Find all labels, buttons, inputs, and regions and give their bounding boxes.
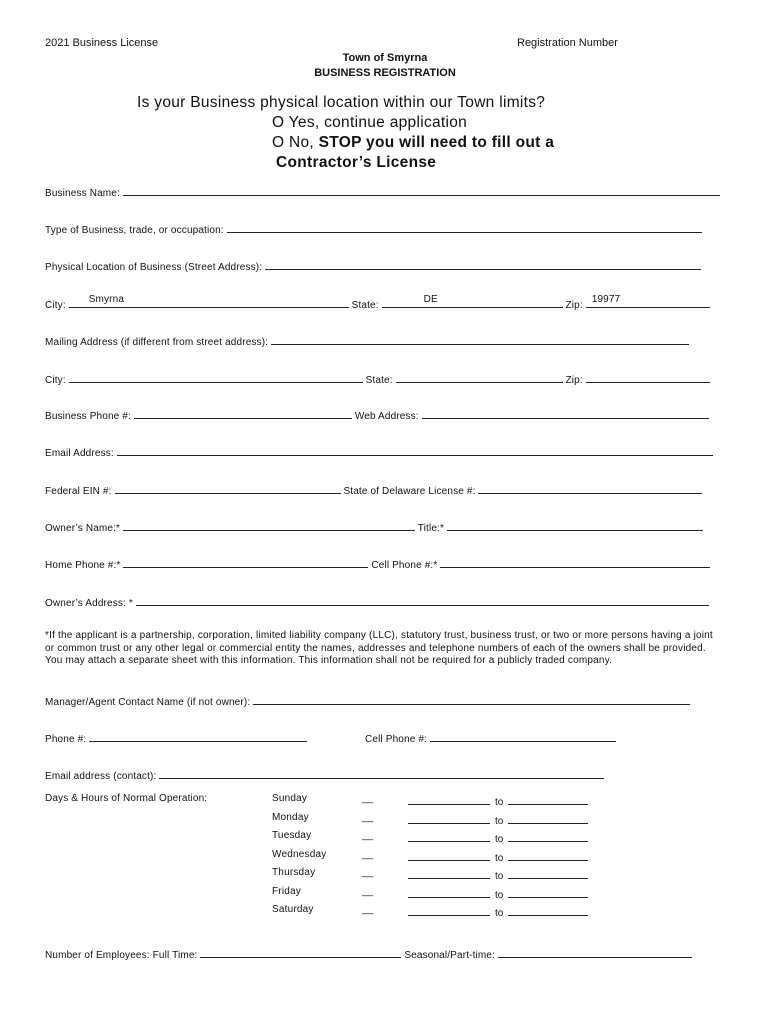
- registration-number-label: Registration Number: [517, 37, 618, 49]
- employees-seasonal-label: Seasonal/Part-time:: [404, 950, 496, 961]
- contact-email-label: Email address (contact):: [45, 771, 157, 782]
- contact-email-row: [45, 767, 604, 783]
- day-hours: [408, 886, 588, 901]
- to-label: to: [495, 852, 504, 864]
- day-label: Monday: [272, 811, 309, 823]
- owners-address-field[interactable]: [136, 594, 709, 606]
- to-label: to: [495, 834, 504, 845]
- day-label: Tuesday: [272, 830, 312, 841]
- manager-contact-row: [45, 693, 690, 709]
- day-hours: [408, 793, 588, 808]
- ein-row: [45, 482, 702, 498]
- day-label: Thursday: [272, 867, 316, 878]
- business-type-field[interactable]: [227, 221, 702, 233]
- close-time-field[interactable]: [508, 812, 588, 824]
- zip-field[interactable]: [586, 296, 710, 308]
- day-open-check[interactable]: __: [362, 811, 374, 823]
- close-time-field[interactable]: [508, 830, 588, 842]
- option-no[interactable]: [272, 134, 554, 152]
- owners-address-label: Owner’s Address: *: [45, 598, 133, 609]
- owners-name-field[interactable]: [123, 519, 415, 531]
- close-time-field[interactable]: [508, 849, 588, 861]
- contact-email-field[interactable]: [159, 767, 604, 779]
- home-phone-field[interactable]: [123, 556, 368, 568]
- physical-location-field[interactable]: [265, 258, 701, 270]
- mailing-address-label: Mailing Address (if different from street address):: [45, 337, 269, 348]
- mailing-city-label: City:: [45, 375, 66, 386]
- city-state-zip-row: [45, 296, 710, 312]
- web-address-label: Web Address:: [354, 411, 419, 422]
- business-name-row: [45, 184, 720, 200]
- manager-contact-field[interactable]: [253, 693, 690, 705]
- day-label: Wednesday: [272, 848, 327, 860]
- physical-location-row: [45, 258, 701, 274]
- business-type-label: Type of Business, trade, or occupation:: [45, 225, 224, 236]
- business-phone-row: [45, 407, 709, 423]
- home-phone-label: Home Phone #:*: [45, 560, 121, 571]
- web-address-field[interactable]: [422, 407, 709, 419]
- zip-label: Zip:: [565, 300, 583, 311]
- owner-name-row: [45, 519, 703, 535]
- city-value: Smyrna: [88, 294, 125, 305]
- option-yes[interactable]: [272, 114, 467, 132]
- mailing-city-field[interactable]: [69, 371, 363, 383]
- manager-contact-label: Manager/Agent Contact Name (if not owner):: [45, 697, 251, 708]
- business-phone-field[interactable]: [134, 407, 352, 419]
- contact-cell-label: Cell Phone #:: [365, 734, 427, 745]
- mailing-address-row: [45, 333, 689, 349]
- to-label: to: [495, 889, 504, 901]
- open-time-field[interactable]: [408, 886, 490, 898]
- state-value: DE: [423, 294, 438, 305]
- mailing-address-field[interactable]: [271, 333, 689, 345]
- owner-title-field[interactable]: [447, 519, 703, 531]
- business-name-field[interactable]: [123, 184, 720, 196]
- contact-cell-row: [365, 730, 616, 746]
- option-no-prefix: O No,: [272, 134, 319, 151]
- day-hours: [408, 849, 588, 864]
- owner-address-row: [45, 594, 709, 610]
- open-time-field[interactable]: [408, 812, 490, 824]
- page-title: BUSINESS REGISTRATION: [314, 67, 456, 79]
- state-label: State:: [351, 300, 379, 311]
- day-label: Friday: [272, 885, 301, 897]
- to-label: to: [495, 908, 504, 919]
- close-time-field[interactable]: [508, 793, 588, 805]
- mailing-zip-label: Zip:: [565, 375, 583, 386]
- day-open-check[interactable]: __: [362, 867, 374, 878]
- open-time-field[interactable]: [408, 849, 490, 861]
- business-name-label: Business Name:: [45, 188, 120, 199]
- city-field[interactable]: [69, 296, 349, 308]
- form-year-label: 2021 Business License: [45, 37, 159, 49]
- location-question: Is your Business physical location within our Town limits?: [137, 94, 546, 111]
- mailing-state-field[interactable]: [396, 371, 563, 383]
- day-open-check[interactable]: __: [362, 793, 374, 804]
- federal-ein-field[interactable]: [115, 482, 341, 494]
- option-yes-label: O Yes, continue application: [272, 114, 468, 131]
- town-name: Town of Smyrna: [342, 52, 428, 64]
- state-field[interactable]: [382, 296, 563, 308]
- de-license-label: State of Delaware License #:: [343, 486, 476, 497]
- open-time-field[interactable]: [408, 867, 490, 879]
- day-open-check[interactable]: __: [362, 904, 374, 915]
- to-label: to: [495, 797, 504, 808]
- contact-phone-row: [45, 730, 307, 746]
- owner-title-label: Title:*: [417, 523, 445, 534]
- federal-ein-label: Federal EIN #:: [45, 486, 112, 497]
- day-hours: [408, 867, 588, 882]
- open-time-field[interactable]: [408, 904, 490, 916]
- owners-name-label: Owner’s Name:*: [45, 523, 121, 534]
- mailing-zip-field[interactable]: [586, 371, 710, 383]
- option-no-warning: STOP you will need to fill out a: [318, 134, 555, 151]
- days-hours-label: Days & Hours of Normal Operation:: [45, 793, 208, 804]
- contractors-license-note: Contractor’s License: [276, 154, 437, 171]
- to-label: to: [495, 871, 504, 882]
- business-phone-label: Business Phone #:: [45, 411, 131, 422]
- contact-cell-field[interactable]: [430, 730, 616, 742]
- cell-phone-label: Cell Phone #:*: [371, 560, 438, 571]
- employees-full-label: Number of Employees: Full Time:: [45, 950, 198, 961]
- zip-value: 19977: [591, 294, 621, 305]
- close-time-field[interactable]: [508, 904, 588, 916]
- contact-phone-field[interactable]: [89, 730, 307, 742]
- email-label: Email Address:: [45, 448, 114, 459]
- employees-full-field[interactable]: [200, 946, 401, 958]
- day-label: Sunday: [272, 793, 308, 804]
- owner-phone-row: [45, 556, 710, 572]
- employees-row: [45, 946, 692, 962]
- open-time-field[interactable]: [408, 793, 490, 805]
- day-open-check[interactable]: __: [362, 848, 374, 860]
- day-hours: [408, 904, 588, 919]
- day-hours: [408, 812, 588, 827]
- ownership-footnote: *If the applicant is a partnership, corporation, limited liability company (LLC), statutory trust, business trust, or two or more persons having a joint or common trust or any other legal or commercial entity the names, addresses and telephone numbers of each of the owners shall be provided. You may attach a separate sheet with this information. This information shall not be required for a publicly traded company.: [45, 630, 713, 666]
- mailing-state-label: State:: [365, 375, 393, 386]
- employees-seasonal-field[interactable]: [498, 946, 692, 958]
- day-hours: [408, 830, 588, 845]
- open-time-field[interactable]: [408, 830, 490, 842]
- de-license-field[interactable]: [478, 482, 702, 494]
- close-time-field[interactable]: [508, 867, 588, 879]
- day-open-check[interactable]: __: [362, 830, 374, 841]
- day-open-check[interactable]: __: [362, 885, 374, 897]
- cell-phone-field[interactable]: [440, 556, 710, 568]
- business-type-row: [45, 221, 702, 237]
- email-field[interactable]: [117, 444, 713, 456]
- contact-phone-label: Phone #:: [45, 734, 87, 745]
- email-row: [45, 444, 713, 460]
- city-label: City:: [45, 300, 66, 311]
- day-label: Saturday: [272, 904, 314, 915]
- to-label: to: [495, 815, 504, 827]
- close-time-field[interactable]: [508, 886, 588, 898]
- physical-location-label: Physical Location of Business (Street Address):: [45, 262, 263, 273]
- mailing-city-state-zip-row: [45, 371, 710, 387]
